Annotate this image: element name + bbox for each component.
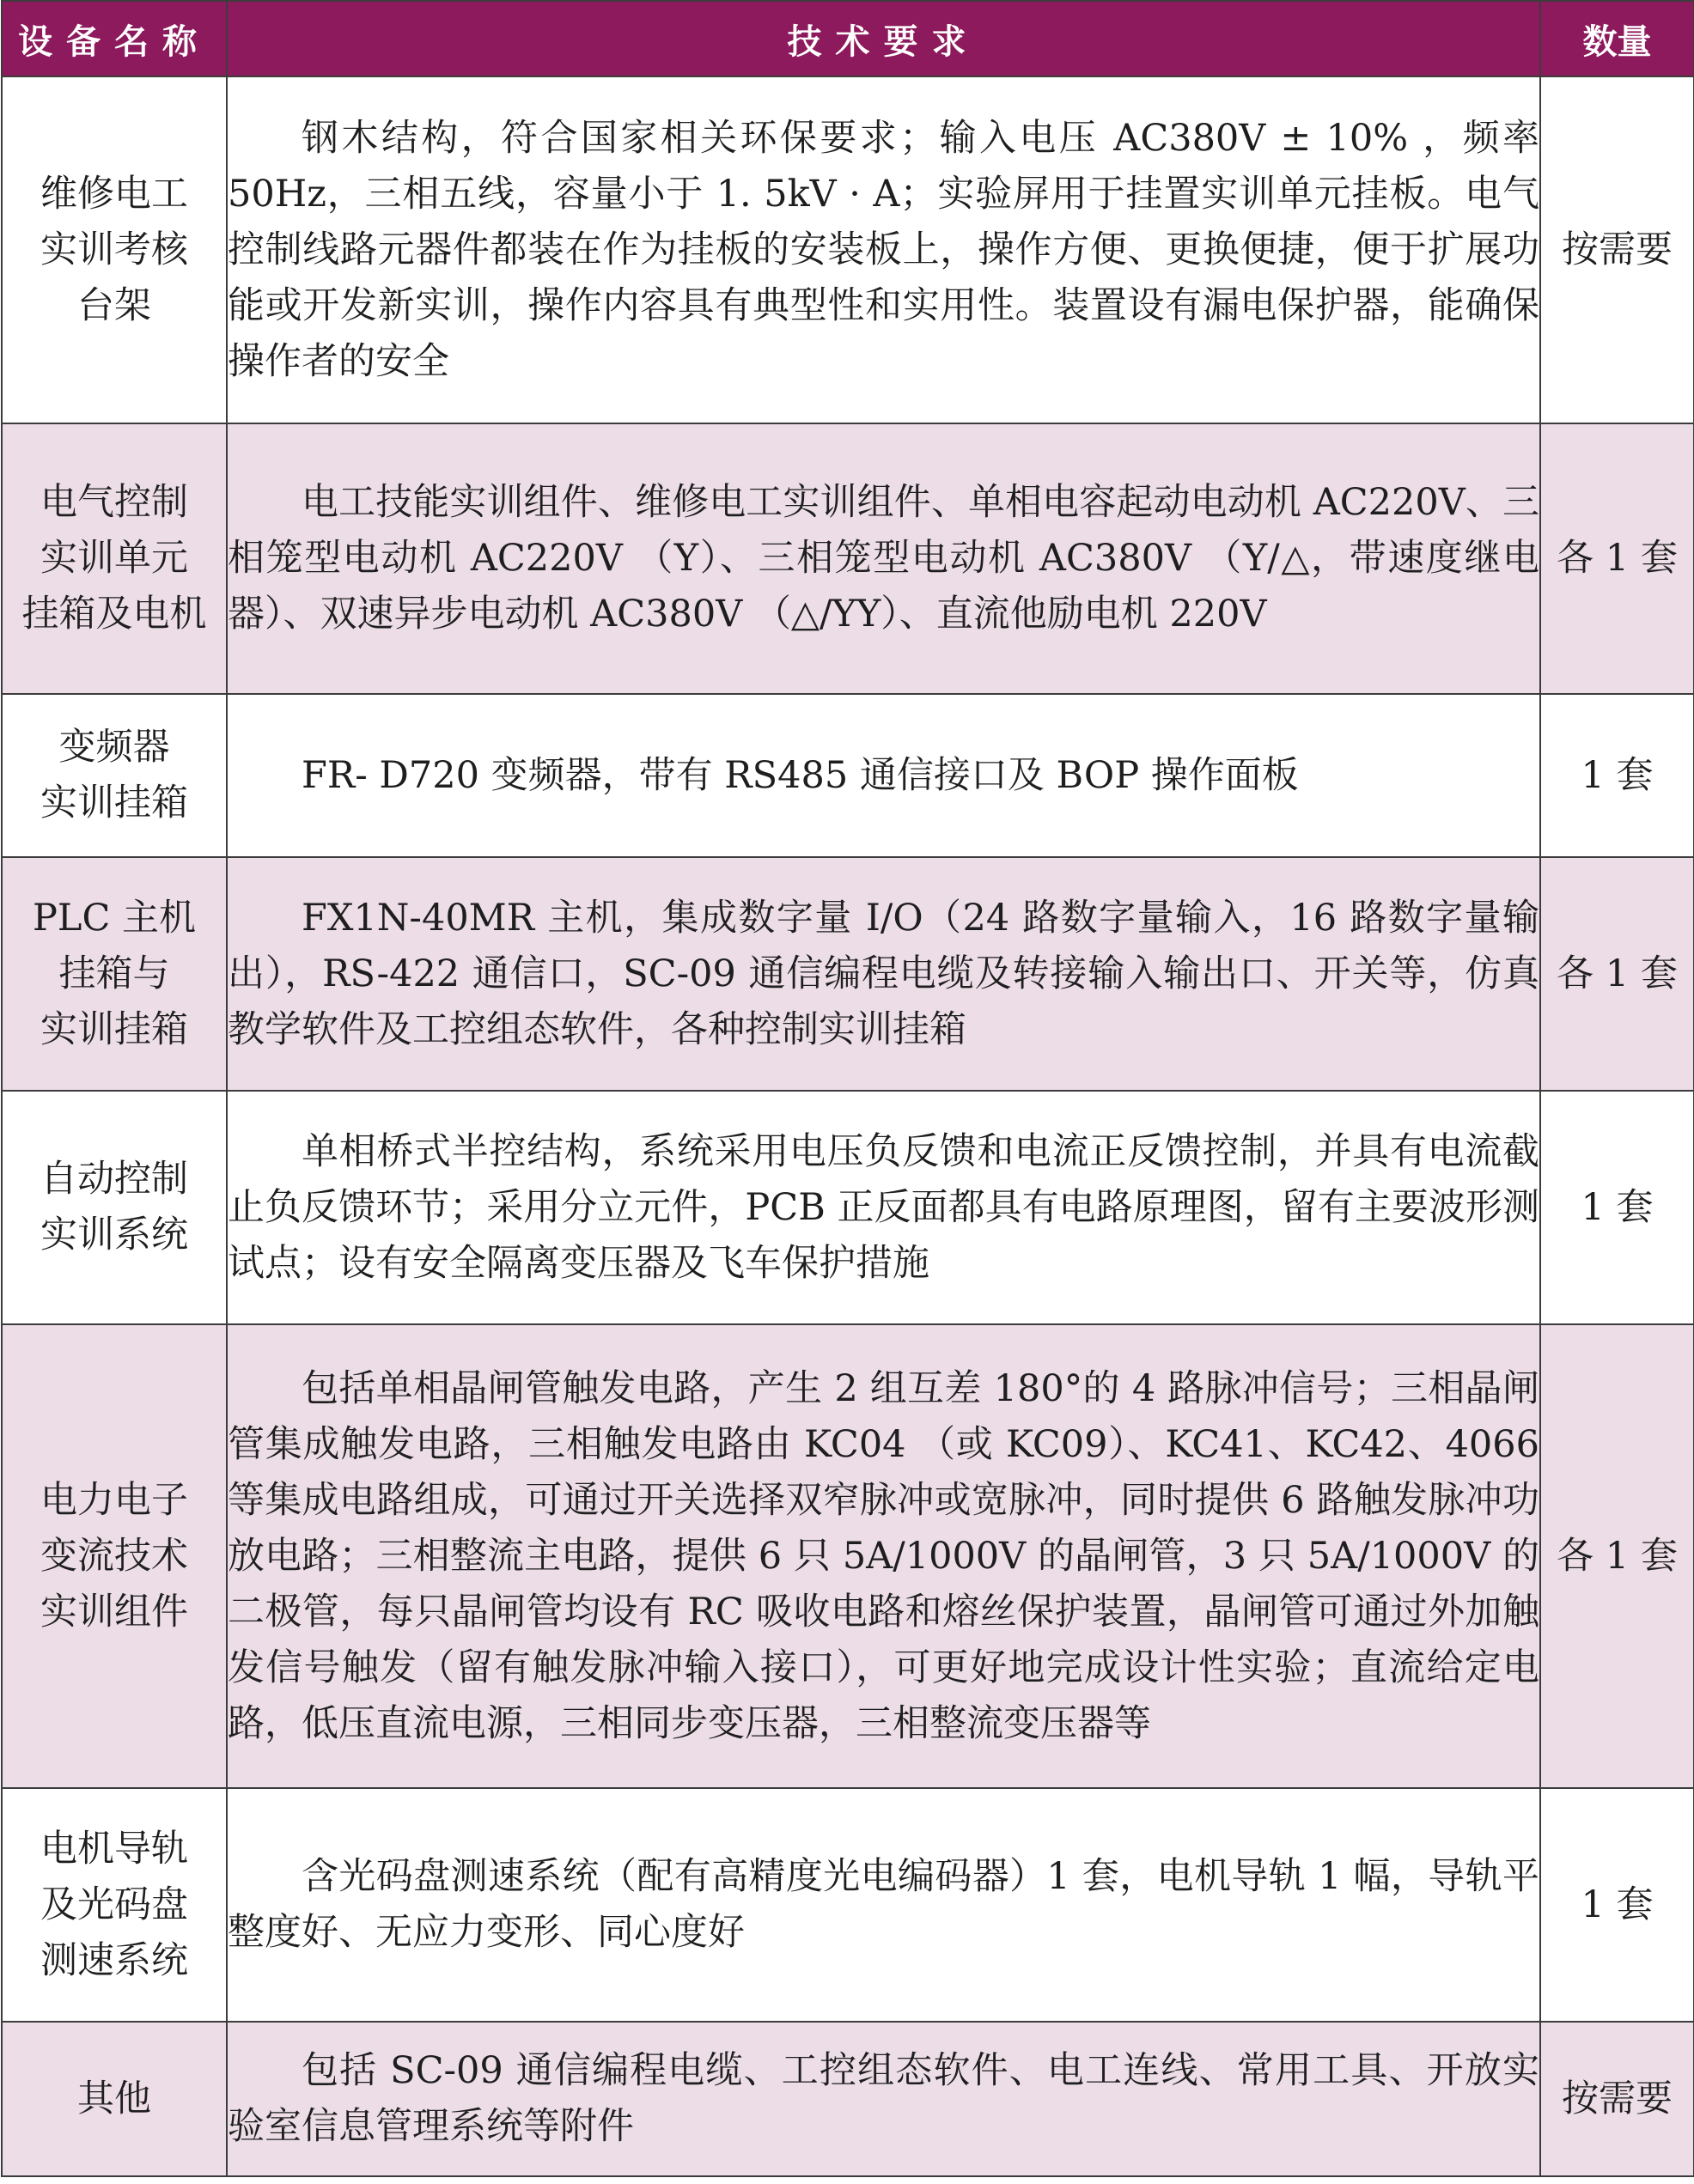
technical-requirement: 电工技能实训组件、维修电工实训组件、单相电容起动电动机 AC220V、三相笼型电动机 AC220V （Y）、三相笼型电动机 AC380V （Y/△，带速度继电器）、双速异步电动机 AC380V （△/YY）、直流他励电机 220V (227, 423, 1540, 694)
equipment-name: 电机导轨 及光码盘 测速系统 (2, 1788, 227, 2022)
equipment-name: 自动控制 实训系统 (2, 1091, 227, 1324)
table-row (2, 1788, 1694, 2022)
technical-requirement: 包括 SC-09 通信编程电缆、工控组态软件、电工连线、常用工具、开放实验室信息管理系统等附件 (227, 2022, 1540, 2176)
technical-requirement: 单相桥式半控结构，系统采用电压负反馈和电流正反馈控制，并具有电流截止负反馈环节；采用分立元件，PCB 正反面都具有电路原理图，留有主要波形测试点；设有安全隔离变压器及飞车保护措施 (227, 1091, 1540, 1324)
quantity: 各 1 套 (1540, 1324, 1694, 1788)
quantity: 按需要 (1540, 76, 1694, 423)
table-row (2, 857, 1694, 1091)
equipment-name: 其他 (2, 2022, 227, 2176)
quantity: 按需要 (1540, 2022, 1694, 2176)
quantity: 各 1 套 (1540, 857, 1694, 1091)
equipment-name: PLC 主机 挂箱与 实训挂箱 (2, 857, 227, 1091)
header-technical-requirements: 技术要求 (227, 1, 1540, 76)
technical-requirement: 含光码盘测速系统（配有高精度光电编码器）1 套，电机导轨 1 幅，导轨平整度好、无应力变形、同心度好 (227, 1788, 1540, 2022)
quantity: 1 套 (1540, 1788, 1694, 2022)
table-row (2, 76, 1694, 423)
table-row (2, 1324, 1694, 1788)
equipment-name: 变频器 实训挂箱 (2, 694, 227, 857)
table-header-row (2, 1, 1694, 76)
equipment-name: 电力电子 变流技术 实训组件 (2, 1324, 227, 1788)
equipment-name: 维修电工 实训考核 台架 (2, 76, 227, 423)
table-row (2, 694, 1694, 857)
quantity: 1 套 (1540, 694, 1694, 857)
table-row (2, 2022, 1694, 2176)
equipment-name: 电气控制 实训单元 挂箱及电机 (2, 423, 227, 694)
quantity: 各 1 套 (1540, 423, 1694, 694)
quantity: 1 套 (1540, 1091, 1694, 1324)
technical-requirement: FR- D720 变频器，带有 RS485 通信接口及 BOP 操作面板 (227, 694, 1540, 857)
table-row (2, 1091, 1694, 1324)
technical-requirement: 钢木结构，符合国家相关环保要求；输入电压 AC380V ± 10% ，频率 50Hz，三相五线，容量小于 1. 5kV · A；实验屏用于挂置实训单元挂板。电气控制线路元器件都装在作为挂板的安装板上，操作方便、更换便捷，便于扩展功能或开发新实训，操作内容具有典型性和实用性。装置设有漏电保护器，能确保操作者的安全 (227, 76, 1540, 423)
header-equipment-name: 设备名称 (2, 1, 227, 76)
equipment-table (1, 0, 1694, 2177)
header-quantity: 数量 (1540, 1, 1694, 76)
technical-requirement: 包括单相晶闸管触发电路，产生 2 组互差 180°的 4 路脉冲信号；三相晶闸管集成触发电路，三相触发电路由 KC04 （或 KC09）、KC41、KC42、4066 等集成电路组成，可通过开关选择双窄脉冲或宽脉冲，同时提供 6 路触发脉冲功放电路；三相整流主电路，提供 6 只 5A/1000V 的晶闸管，3 只 5A/1000V 的二极管，每只晶闸管均设有 RC 吸收电路和熔丝保护装置，晶闸管可通过外加触发信号触发（留有触发脉冲输入接口），可更好地完成设计性实验；直流给定电路，低压直流电源，三相同步变压器，三相整流变压器等 (227, 1324, 1540, 1788)
table-row (2, 423, 1694, 694)
technical-requirement: FX1N-40MR 主机，集成数字量 I/O（24 路数字量输入，16 路数字量输出），RS-422 通信口，SC-09 通信编程电缆及转接输入输出口、开关等，仿真教学软件及工控组态软件，各种控制实训挂箱 (227, 857, 1540, 1091)
